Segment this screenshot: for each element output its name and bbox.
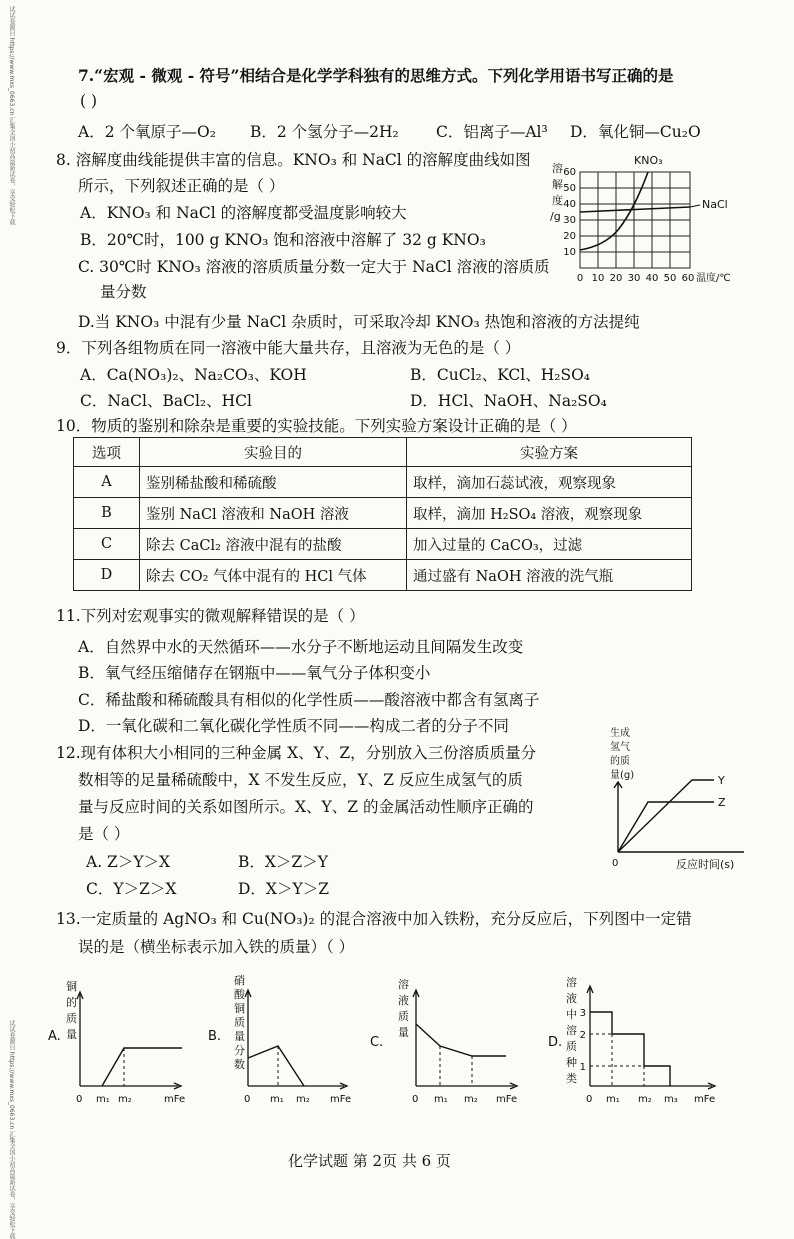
z-series-label: Z [718, 796, 726, 809]
solubility-ylabel-4: /g [550, 210, 561, 223]
svg-text:0: 0 [586, 1094, 593, 1105]
hydrogen-origin: 0 [612, 858, 619, 869]
nacl-series-label: NaCl [702, 198, 728, 211]
svg-text:mFe: mFe [330, 1094, 352, 1105]
svg-text:溶: 溶 [566, 976, 577, 989]
page-footer: 化学试题 第 2页 共 6 页 [288, 1152, 451, 1170]
svg-text:铜: 铜 [66, 980, 77, 993]
q13-stem-line1: 13.一定质量的 AgNO₃ 和 Cu(NO₃)₂ 的混合溶液中加入铁粉，充分反应后，下列图中一定错 [56, 910, 692, 928]
q7-option-d: D．氧化铜—Cu₂O [570, 123, 701, 141]
svg-text:铜: 铜 [234, 1002, 245, 1015]
q8-option-c-line2: 量分数 [100, 283, 147, 301]
svg-text:20: 20 [563, 231, 576, 242]
svg-text:m₂: m₂ [464, 1094, 478, 1105]
solubility-ylabel-1: 溶 [552, 162, 563, 175]
svg-text:50: 50 [663, 273, 677, 284]
svg-text:种: 种 [566, 1056, 577, 1069]
svg-text:mFe: mFe [694, 1094, 716, 1105]
svg-text:30: 30 [563, 215, 576, 226]
q11-option-d: D．一氧化碳和二氧化碳化学性质不同——构成二者的分子不同 [78, 717, 509, 735]
svg-text:质: 质 [566, 1040, 577, 1053]
q9-option-b: B．CuCl₂、KCl、H₂SO₄ [410, 366, 591, 384]
q7-option-c: C．铝离子—Al³ [436, 123, 548, 141]
q12-stem-line4: 是（ ） [78, 825, 130, 843]
y-series-line [618, 780, 714, 852]
table-row: A 鉴别稀盐酸和稀硫酸 取样，滴加石蕊试液，观察现象 [74, 467, 692, 498]
solubility-ylabel-3: 度 [552, 194, 563, 207]
svg-text:硝: 硝 [234, 974, 245, 987]
watermark-bottom: 试试卷源目 https://www.mxs_0663.cn 汇集全国小初高最新试卷，享受轻松下载 [8, 1020, 15, 1239]
svg-text:40: 40 [563, 199, 576, 210]
svg-text:量: 量 [234, 1030, 245, 1043]
svg-text:0: 0 [412, 1094, 419, 1105]
svg-text:质: 质 [398, 1010, 409, 1023]
svg-text:m₁: m₁ [606, 1094, 620, 1105]
table-row: D 除去 CO₂ 气体中混有的 HCl 气体 通过盛有 NaOH 溶液的洗气瓶 [74, 560, 692, 591]
svg-text:中: 中 [566, 1008, 577, 1021]
q12-stem-line3: 量与反应时间的关系如图所示。X、Y、Z 的金属活动性顺序正确的 [78, 798, 534, 816]
svg-text:mFe: mFe [164, 1094, 186, 1105]
graph-c-letter: C. [370, 1035, 384, 1050]
svg-text:mFe: mFe [496, 1094, 518, 1105]
svg-text:60: 60 [563, 167, 576, 178]
graph-b-letter: B. [208, 1029, 222, 1044]
q11-option-a: A．自然界中水的天然循环——水分子不断地运动且间隔发生改变 [78, 638, 524, 656]
q8-option-d: D.当 KNO₃ 中混有少量 NaCl 杂质时，可采取冷却 KNO₃ 热饱和溶液的方法提纯 [78, 313, 640, 331]
svg-text:m₃: m₃ [664, 1094, 678, 1105]
hydrogen-chart [596, 724, 766, 874]
svg-text:40: 40 [645, 273, 659, 284]
svg-text:类: 类 [566, 1072, 577, 1085]
hydrogen-xlabel: 反应时间(s) [676, 858, 735, 871]
z-series-line [618, 802, 714, 852]
svg-text:m₁: m₁ [96, 1094, 110, 1105]
graph-c [364, 972, 524, 1112]
q13-stem-line2: 误的是（横坐标表示加入铁的质量）（ ） [78, 938, 355, 956]
q7-blank: ( ) [80, 92, 98, 110]
q8-option-c-line1: C. 30℃时 KNO₃ 溶液的溶质质量分数一定大于 NaCl 溶液的溶质质 [78, 258, 550, 276]
svg-text:20: 20 [609, 273, 623, 284]
svg-text:质: 质 [66, 1012, 77, 1025]
nacl-curve [580, 207, 690, 212]
svg-text:溶: 溶 [398, 978, 409, 991]
svg-text:10: 10 [591, 273, 605, 284]
graph-b-line [248, 1046, 304, 1086]
svg-text:质: 质 [234, 1016, 245, 1029]
q9-stem: 9．下列各组物质在同一溶液中能大量共存，且溶液为无色的是（ ） [56, 339, 521, 357]
graph-c-line [416, 1024, 506, 1056]
q12-option-d: D．X＞Y＞Z [238, 880, 329, 898]
q12-stem-line2: 数相等的足量稀硫酸中，X 不发生反应，Y、Z 反应生成氢气的质 [78, 771, 523, 789]
table-row: C 除去 CaCl₂ 溶液中混有的盐酸 加入过量的 CaCO₃，过滤 [74, 529, 692, 560]
y-series-label: Y [718, 774, 725, 787]
svg-text:生成: 生成 [610, 728, 630, 739]
svg-text:3: 3 [579, 1008, 586, 1019]
kno3-series-label: KNO₃ [634, 154, 663, 167]
svg-text:m₁: m₁ [270, 1094, 284, 1105]
svg-text:30: 30 [627, 273, 641, 284]
q8-option-b: B．20℃时，100 g KNO₃ 饱和溶液中溶解了 32 g KNO₃ [80, 231, 486, 249]
q12-option-a: A. Z＞Y＞X [86, 853, 171, 871]
q9-option-a: A．Ca(NO₃)₂、Na₂CO₃、KOH [80, 366, 307, 384]
graph-b [204, 972, 354, 1112]
q12-stem-line1: 12.现有体积大小相同的三种金属 X、Y、Z，分别放入三份溶质质量分 [56, 744, 537, 762]
table-header-row: 选项 实验目的 实验方案 [74, 438, 692, 467]
svg-text:数: 数 [234, 1058, 245, 1071]
q8-option-a: A．KNO₃ 和 NaCl 的溶解度都受温度影响较大 [80, 204, 407, 222]
svg-text:10: 10 [563, 247, 576, 258]
solubility-ylabel-2: 解 [552, 178, 563, 191]
graph-a-line [102, 1048, 182, 1086]
svg-text:量: 量 [398, 1026, 409, 1039]
svg-text:的质: 的质 [610, 756, 630, 767]
svg-text:溶: 溶 [566, 1024, 577, 1037]
q8-stem-line2: 所示，下列叙述正确的是（ ） [78, 177, 285, 195]
svg-text:0: 0 [76, 1094, 83, 1105]
q7-stem: 7.“宏观 - 微观 - 符号”相结合是化学学科独有的思维方式。下列化学用语书写正确的是 [78, 66, 674, 85]
graph-d-line [590, 1012, 670, 1086]
q7-option-b: B．2 个氢分子—2H₂ [250, 123, 399, 141]
q11-option-c: C．稀盐酸和稀硫酸具有相似的化学性质——酸溶液中都含有氢离子 [78, 691, 540, 709]
q10-stem: 10．物质的鉴别和除杂是重要的实验技能。下列实验方案设计正确的是（ ） [56, 417, 577, 435]
experiment-table [73, 437, 692, 591]
solubility-xlabel: 温度/℃ [696, 273, 731, 284]
svg-text:酸: 酸 [234, 988, 245, 1001]
svg-text:0: 0 [244, 1094, 251, 1105]
svg-text:2: 2 [579, 1030, 586, 1041]
svg-text:的: 的 [66, 996, 77, 1009]
svg-text:0: 0 [576, 273, 584, 284]
svg-text:氢气: 氢气 [610, 742, 630, 753]
svg-text:60: 60 [681, 273, 695, 284]
svg-text:m₂: m₂ [296, 1094, 310, 1105]
solubility-chart [544, 150, 764, 288]
q9-option-c: C．NaCl、BaCl₂、HCl [80, 392, 252, 410]
svg-text:量(g): 量(g) [610, 770, 635, 781]
q7-option-a: A．2 个氧原子—O₂ [78, 123, 216, 141]
q9-option-d: D．HCl、NaOH、Na₂SO₄ [410, 392, 607, 410]
svg-text:1: 1 [579, 1062, 586, 1073]
svg-text:液: 液 [566, 992, 577, 1005]
svg-text:50: 50 [563, 183, 576, 194]
q11-option-b: B．氧气经压缩储存在钢瓶中——氧气分子体积变小 [78, 664, 431, 682]
svg-text:分: 分 [234, 1044, 245, 1057]
q12-option-c: C．Y＞Z＞X [86, 880, 177, 898]
q12-option-b: B．X＞Z＞Y [238, 853, 328, 871]
graph-a-letter: A. [48, 1029, 61, 1044]
graph-d-letter: D. [548, 1035, 563, 1050]
q11-stem: 11.下列对宏观事实的微观解释错误的是（ ） [56, 607, 365, 625]
svg-text:量: 量 [66, 1028, 77, 1041]
watermark-top: 试试卷源目 https://www.mxs_0663.cn 汇集全国小初高最新试卷，享受轻松下载 [8, 6, 15, 226]
svg-text:m₂: m₂ [118, 1094, 132, 1105]
svg-text:m₁: m₁ [434, 1094, 448, 1105]
graph-a [44, 972, 194, 1112]
svg-text:m₂: m₂ [638, 1094, 652, 1105]
table-row: B 鉴别 NaCl 溶液和 NaOH 溶液 取样，滴加 H₂SO₄ 溶液，观察现象 [74, 498, 692, 529]
svg-text:液: 液 [398, 994, 409, 1007]
graph-d [546, 972, 746, 1112]
q8-stem-line1: 8. 溶解度曲线能提供丰富的信息。KNO₃ 和 NaCl 的溶解度曲线如图 [56, 151, 531, 169]
